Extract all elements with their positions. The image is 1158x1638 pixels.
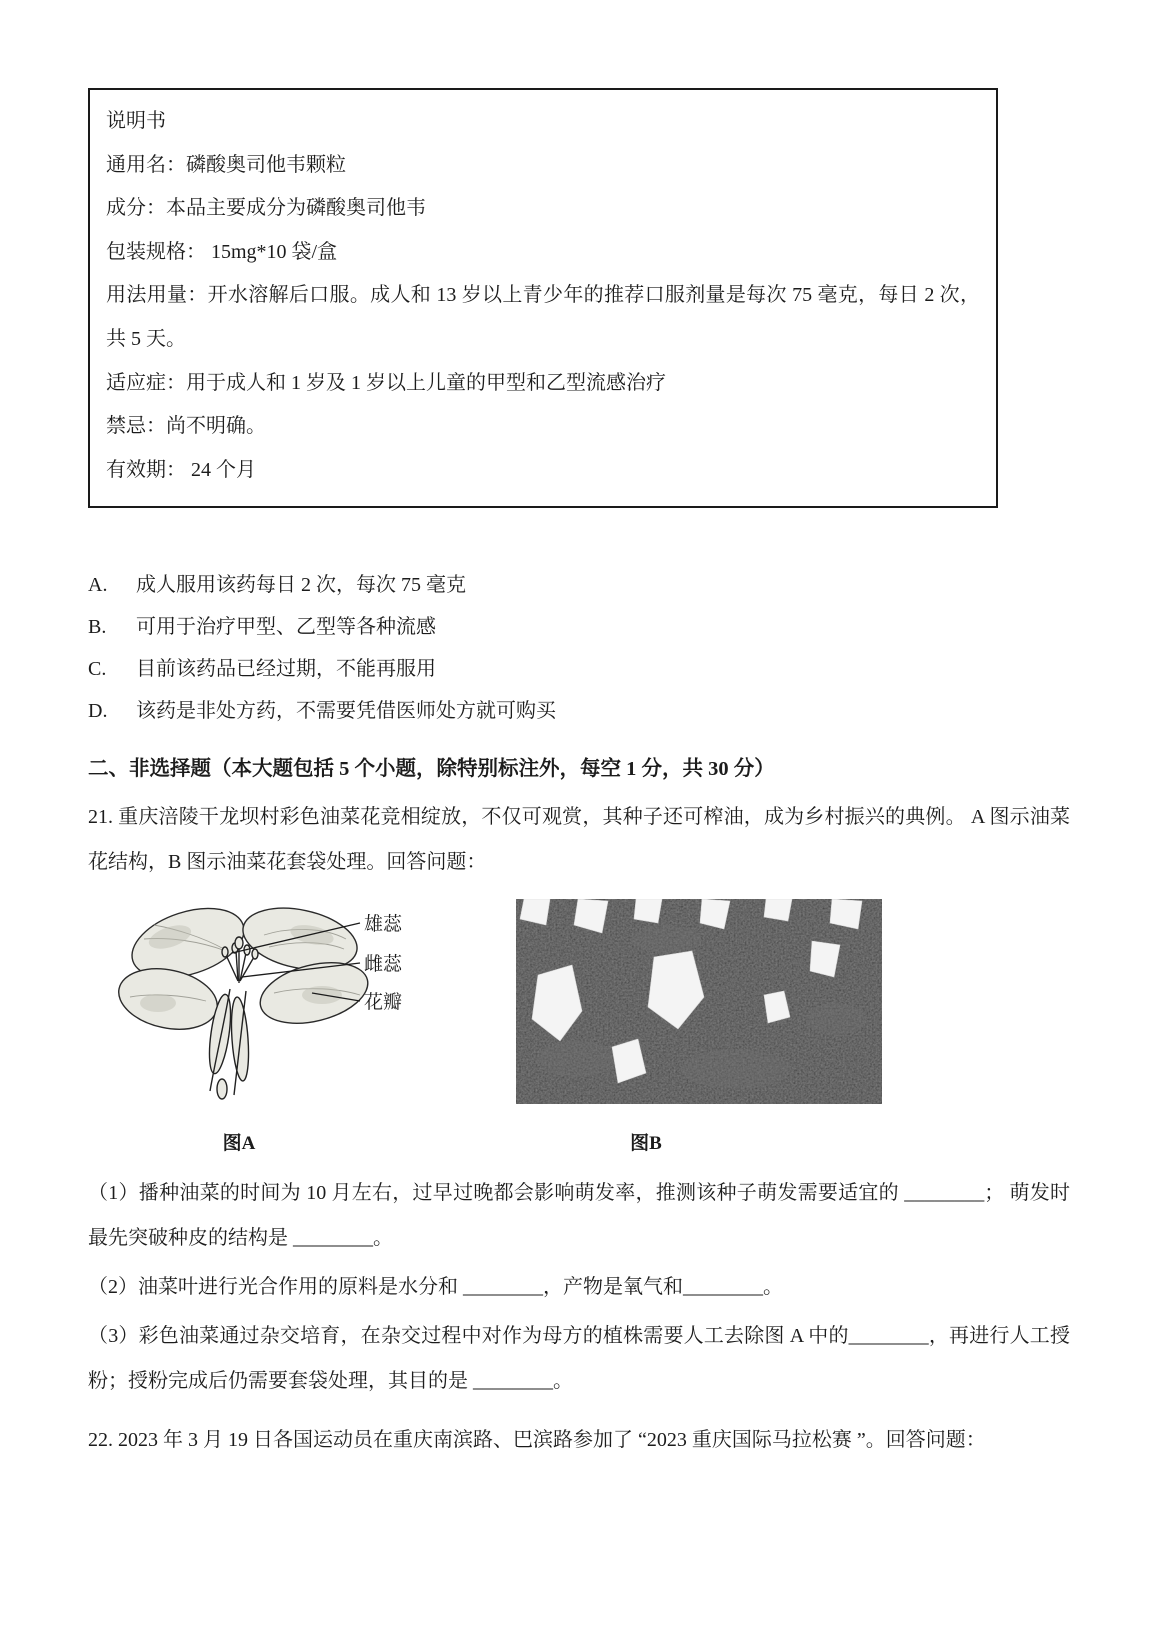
section-heading: 二、非选择题（本大题包括 5 个小题，除特别标注外，每空 1 分，共 30 分） xyxy=(88,758,775,781)
sub-question-1: （1）播种油菜的时间为 10 月左右，过早过晚都会影响萌发率，推测该种子萌发需要适宜的 ________； 萌发时最先突破种皮的结构是 ________。 xyxy=(88,1182,1070,1250)
instruction-line-generic-name: 通用名：磷酸奥司他韦颗粒 xyxy=(106,153,346,176)
figure-a-caption: 图A xyxy=(222,1133,256,1155)
option-c xyxy=(88,648,1070,690)
choice-options xyxy=(88,564,1070,732)
sub-question-2: （2）油菜叶进行光合作用的原料是水分和 ________，产物是氧气和________。 xyxy=(88,1276,783,1299)
figure-a xyxy=(114,899,424,1155)
option-b xyxy=(88,606,1070,648)
figure-b xyxy=(516,899,882,1155)
instruction-line-dosage: 用法用量：开水溶解后口服。成人和 13 岁以上青少年的推荐口服剂量是每次 75 毫克，每日 2 次，共 5 天。 xyxy=(106,284,980,350)
bagged-flowers-photo xyxy=(516,899,882,1104)
option-a-text: 成人服用该药每日 2 次，每次 75 毫克 xyxy=(136,574,466,597)
instruction-line-validity: 有效期： 24 个月 xyxy=(106,458,256,481)
pistil-label: 雌蕊 xyxy=(364,954,403,976)
option-d xyxy=(88,690,1070,732)
paper-bag-shape xyxy=(764,899,792,921)
instruction-line-indications: 适应症：用于成人和 1 岁及 1 岁以上儿童的甲型和乙型流感治疗 xyxy=(106,371,666,394)
option-c-text: 目前该药品已经过期，不能再服用 xyxy=(136,658,436,681)
option-b-text: 可用于治疗甲型、乙型等各种流感 xyxy=(136,616,436,639)
question-21-stem: 21. 重庆涪陵干龙坝村彩色油菜花竞相绽放，不仅可观赏，其种子还可榨油，成为乡村振兴的典例。 A 图示油菜花结构，B 图示油菜花套袋处理。回答问题： xyxy=(88,806,1070,874)
option-b-label: B. xyxy=(88,616,107,639)
petal-label: 花瓣 xyxy=(364,992,403,1014)
figure-b-caption: 图B xyxy=(630,1133,662,1155)
option-d-text: 该药是非处方药，不需要凭借医师处方就可购买 xyxy=(136,700,556,723)
question-22-stem: 22. 2023 年 3 月 19 日各国运动员在重庆南滨路、巴滨路参加了 “2023 重庆国际马拉松赛 ”。回答问题： xyxy=(88,1429,986,1452)
sub-question-3: （3）彩色油菜通过杂交培育，在杂交过程中对作为母方的植株需要人工去除图 A 中的________，再进行人工授粉；授粉完成后仍需要套袋处理，其目的是 ________。 xyxy=(88,1325,1070,1393)
option-d-label: D. xyxy=(88,700,108,723)
question-21-figures xyxy=(114,899,1070,1155)
instruction-title: 说明书 xyxy=(106,110,166,132)
stamen-label: 雄蕊 xyxy=(364,914,403,936)
instruction-line-ingredients: 成分：本品主要成分为磷酸奥司他韦 xyxy=(106,197,426,220)
option-c-label: C. xyxy=(88,658,107,681)
paper-bag-shape xyxy=(634,899,662,923)
flower-diagram-image xyxy=(114,899,424,1104)
option-a-label: A. xyxy=(88,574,108,597)
instruction-line-contraindication: 禁忌：尚不明确。 xyxy=(106,415,266,438)
option-a xyxy=(88,564,1070,606)
drug-instruction-box xyxy=(88,88,998,508)
instruction-line-package: 包装规格： 15mg*10 袋/盒 xyxy=(106,240,338,263)
question-21-sub-questions xyxy=(88,1171,1070,1404)
